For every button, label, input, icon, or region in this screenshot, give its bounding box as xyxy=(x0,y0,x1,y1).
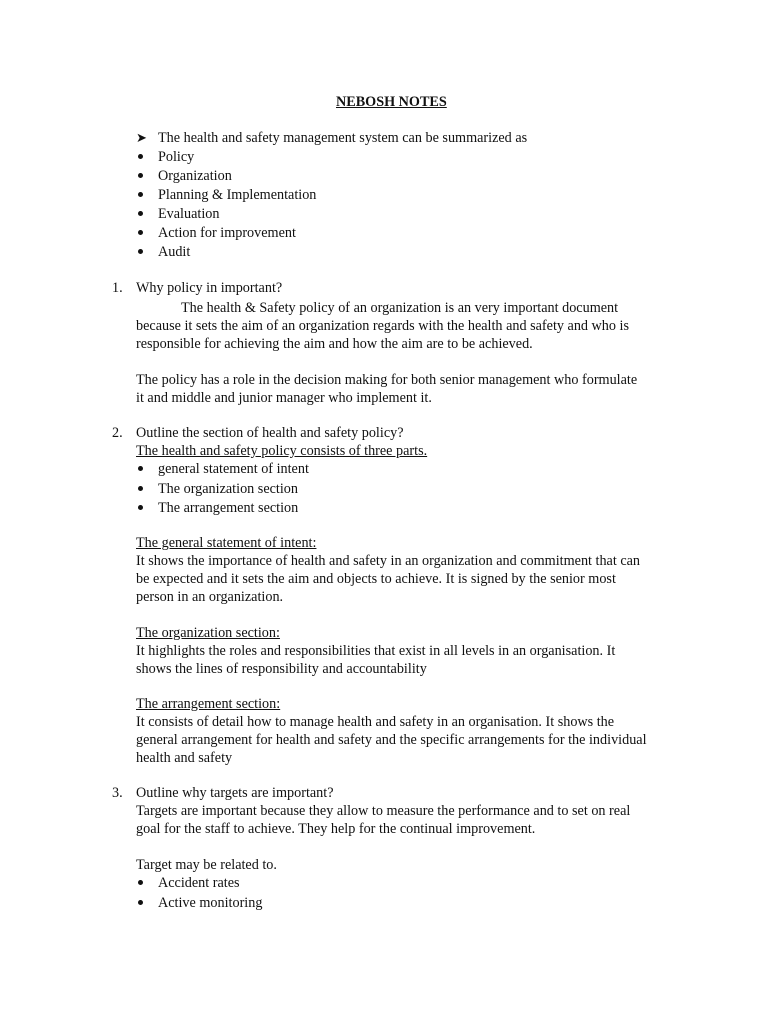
bullet-icon xyxy=(138,211,143,216)
q1-paragraph-line: The policy has a role in the decision making for both senior management who formulate xyxy=(136,372,638,388)
bullet-icon xyxy=(138,505,143,510)
section-line: shows the lines of responsibility and accountability xyxy=(136,661,427,677)
bullet-icon xyxy=(138,486,143,491)
q3-line: Targets are important because they allow to measure the performance and to set on real xyxy=(136,803,631,819)
bullet-icon xyxy=(138,249,143,254)
question-1: Why policy in important? xyxy=(136,280,283,296)
intro-item-planning: Planning & Implementation xyxy=(158,187,317,203)
q2-item: general statement of intent xyxy=(158,461,309,477)
section-line: health and safety xyxy=(136,750,233,766)
section-line: person in an organization. xyxy=(136,589,284,605)
bullet-icon xyxy=(138,880,143,885)
question-3: Outline why targets are important? xyxy=(136,785,334,801)
q1-paragraph-line: The health & Safety policy of an organization is an very important document xyxy=(181,300,619,316)
question-number: 1. xyxy=(112,280,123,296)
section-line: general arrangement for health and safety and the specific arrangements for the individual xyxy=(136,732,647,748)
arrow-bullet-icon: ➤ xyxy=(136,130,147,145)
section-line: be expected and it sets the aim and objects to achieve. It is signed by the senior most xyxy=(136,571,616,587)
bullet-icon xyxy=(138,900,143,905)
q3-item: Active monitoring xyxy=(158,895,263,911)
question-2: Outline the section of health and safety policy? xyxy=(136,425,404,441)
section-line: It shows the importance of health and safety in an organization and commitment that can xyxy=(136,553,641,569)
bullet-icon xyxy=(138,230,143,235)
section-heading: The arrangement section: xyxy=(136,696,281,712)
q2-item: The organization section xyxy=(158,481,298,497)
q2-item: The arrangement section xyxy=(158,500,299,516)
question-number: 2. xyxy=(112,425,123,441)
bullet-icon xyxy=(138,466,143,471)
q1-paragraph-line: responsible for achieving the aim and how the aim are to be achieved. xyxy=(136,336,533,352)
intro-item-organization: Organization xyxy=(158,168,232,184)
page-title: NEBOSH NOTES xyxy=(336,94,447,110)
bullet-icon xyxy=(138,154,143,159)
q1-paragraph-line: it and middle and junior manager who implement it. xyxy=(136,390,432,406)
intro-lead: The health and safety management system can be summarized as xyxy=(158,130,528,146)
section-heading: The organization section: xyxy=(136,625,280,641)
q3-item: Accident rates xyxy=(158,875,240,891)
q2-subheading: The health and safety policy consists of three parts. xyxy=(136,443,428,459)
bullet-icon xyxy=(138,173,143,178)
q1-paragraph-line: because it sets the aim of an organization regards with the health and safety and who is xyxy=(136,318,629,334)
intro-item-evaluation: Evaluation xyxy=(158,206,220,222)
intro-item-action: Action for improvement xyxy=(158,225,296,241)
q3-related: Target may be related to. xyxy=(136,857,277,873)
bullet-icon xyxy=(138,192,143,197)
intro-item-audit: Audit xyxy=(158,244,191,260)
section-line: It consists of detail how to manage health and safety in an organisation. It shows the xyxy=(136,714,615,730)
intro-item-policy: Policy xyxy=(158,149,195,165)
question-number: 3. xyxy=(112,785,123,801)
q3-line: goal for the staff to achieve. They help for the continual improvement. xyxy=(136,821,536,837)
section-line: It highlights the roles and responsibilities that exist in all levels in an organisation. It xyxy=(136,643,616,659)
section-heading: The general statement of intent: xyxy=(136,535,317,551)
